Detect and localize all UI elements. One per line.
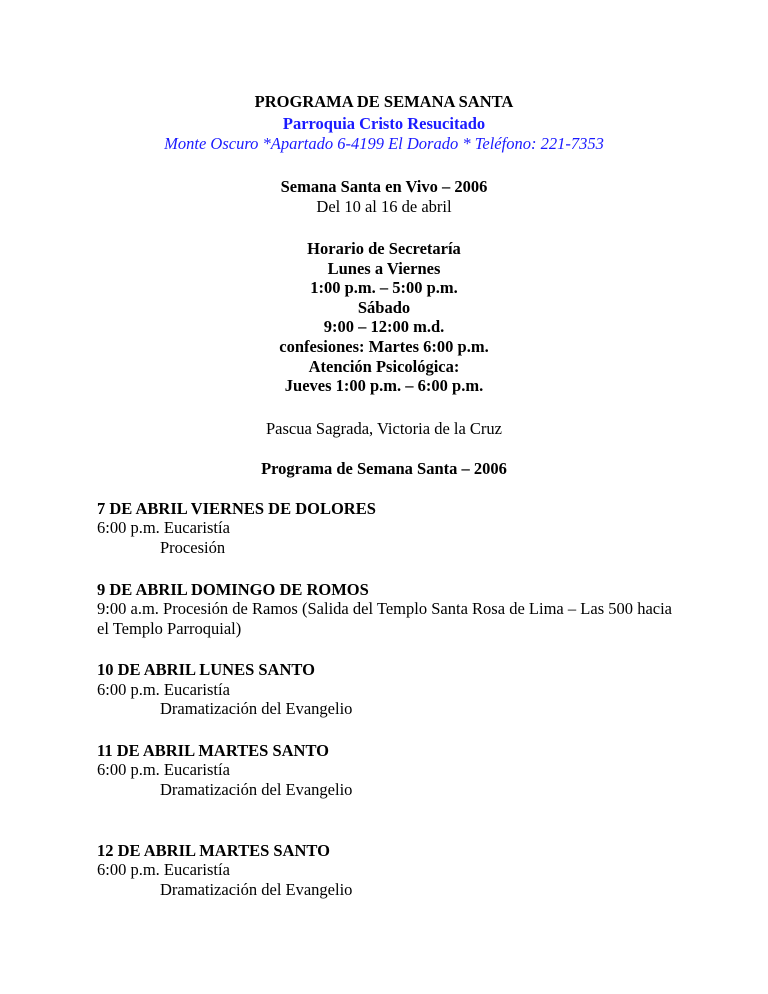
office-hours-line: Atención Psicológica:: [308, 357, 460, 376]
office-hours-line: Sábado: [357, 298, 411, 317]
day-subline: Dramatización del Evangelio: [160, 880, 353, 899]
day-subline: Dramatización del Evangelio: [160, 780, 353, 799]
office-hours-line: Jueves 1:00 p.m. – 6:00 p.m.: [284, 376, 484, 395]
day-subline: Dramatización del Evangelio: [160, 699, 353, 718]
office-hours-line: 1:00 p.m. – 5:00 p.m.: [310, 278, 458, 297]
day-heading: 12 DE ABRIL MARTES SANTO: [97, 841, 330, 860]
event-dates: Del 10 al 16 de abril: [316, 197, 452, 216]
day-line: 6:00 p.m. Eucaristía: [97, 760, 230, 779]
parish-name: Parroquia Cristo Resucitado: [282, 114, 486, 133]
day-heading: 7 DE ABRIL VIERNES DE DOLORES: [97, 499, 376, 518]
day-subline: el Templo Parroquial): [97, 619, 242, 638]
parish-address: Monte Oscuro *Apartado 6-4199 El Dorado * Teléfono: 221-7353: [164, 134, 604, 153]
motto: Pascua Sagrada, Victoria de la Cruz: [265, 419, 503, 438]
office-hours-line: Lunes a Viernes: [327, 259, 441, 278]
office-hours-line: confesiones: Martes 6:00 p.m.: [279, 337, 489, 356]
day-line: 6:00 p.m. Eucaristía: [97, 860, 230, 879]
day-heading: 11 DE ABRIL MARTES SANTO: [97, 741, 330, 760]
office-hours-line: 9:00 – 12:00 m.d.: [323, 317, 445, 336]
office-hours-line: Horario de Secretaría: [307, 239, 461, 258]
day-line: 9:00 a.m. Procesión de Ramos (Salida del Templo Santa Rosa de Lima – Las 500 hacia: [97, 599, 672, 618]
day-line: 6:00 p.m. Eucaristía: [97, 518, 230, 537]
day-heading: 9 DE ABRIL DOMINGO DE ROMOS: [97, 580, 369, 599]
day-heading: 10 DE ABRIL LUNES SANTO: [97, 660, 315, 679]
document-title: PROGRAMA DE SEMANA SANTA: [254, 92, 514, 111]
day-line: 6:00 p.m. Eucaristía: [97, 680, 230, 699]
event-name: Semana Santa en Vivo – 2006: [280, 177, 488, 196]
program-title: Programa de Semana Santa – 2006: [261, 459, 507, 478]
day-subline: Procesión: [160, 538, 226, 557]
